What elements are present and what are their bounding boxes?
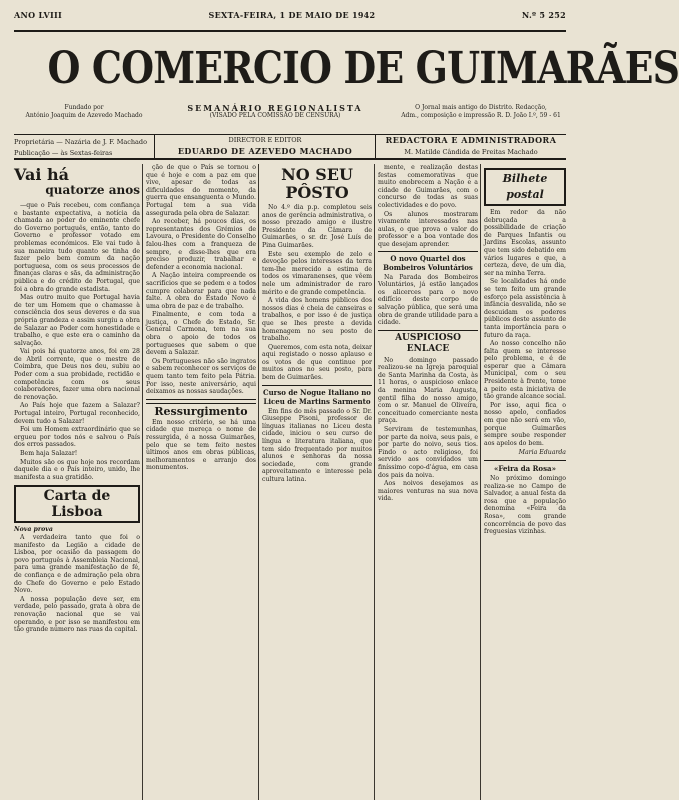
header-top-line [14, 0, 566, 32]
article-title-feira-da-rosa: «Feira da Rosa» [494, 464, 556, 473]
column-2 [146, 164, 256, 800]
article-paragraph: Em fins do mês passado o Sr. Dr. Giuseppe Pisoni, professor de línguas italianas no Liceu desta cidade, iniciou o seu curso de língua e literatura italiana, que tem sido frequentado por muitos alunos e senhoras da nossa sociedade, com grande aproveitamento e interesse pela cultura latina. [262, 407, 372, 483]
founder-block [14, 104, 154, 134]
column-divider [374, 164, 375, 800]
article-title-carta-de-lisboa: Carta de Lisboa [14, 485, 140, 523]
article-paragraph: Se localidades há onde se tem feito um grande esforço pela assistência à infância desvalida, não se descuidam os poderes públicos deste assunto de tanta importância para o futuro da raça. [484, 278, 566, 339]
issue-number: N.º 5 252 [521, 10, 566, 20]
subtitle-note: (VISADO PELA COMISSÃO DE CENSURA) [209, 112, 341, 119]
article-paragraph: Vai pois há quatorze anos, foi em 28 de Abril corrente, que o mestre de Coimbra, que Deus nos deu, subiu ao Poder com a sua probidade, rectidão e competência com os seus colaboradores, fazer uma obra nacional de renovação. [14, 348, 140, 401]
admin-label: REDACTORA E ADMINISTRADORA [385, 135, 557, 145]
article-paragraph: No 4.º dia p.p. completou seis anos de gerência administrativa, o nosso prezado amigo e ilustre Presidente da Câmara de Guimarães, o sr. dr. José Luís de Pina Guimarães. [262, 204, 372, 249]
article-paragraph: —que o País recebeu, com confiança e bastante expectativa, a notícia da chamada ao poder do eminente chefe do Governo português, então, tanto do Governo e professor votado em problemas económicos. Ele vai tudo à sua maneira tudo quanto se tinha de fazer pelo bem comum da nação portuguesa, com os seus processos de finanças claras e sãs, da administração pública e do crédito de Portugal, que foi a obra do grande estadista. [14, 202, 140, 293]
director-name: EDUARDO DE AZEVEDO MACHADO [177, 146, 353, 156]
article-title-vai-ha: Vai há [14, 165, 69, 184]
masthead-title: O COMERCIO DE GUIMARÃES [47, 43, 679, 94]
article-paragraph: Em redor da não debruçada a possibilidade de criação de Parques Infantis ou Jardins Escolas, assunto que tem sido debatido em vários lugares e que, a certeza, deve, de um dia, ser na minha Terra. [484, 209, 566, 277]
article-paragraph: Os Portugueses não são ingratos e sabem reconhecer os serviços de quem tanto tem feito pela Pátria. Por isso, neste aniversário, aqui deixamos as nossas saudações. [146, 357, 256, 396]
subtitle: SEMANÁRIO REGIONALISTA [187, 103, 363, 113]
article-title-ressurgimento: Ressurgimento [146, 403, 256, 417]
article-paragraph: A nossa população deve ser, em verdade, pelo passado, grata à obra de renovação nacional que se vai operando, e por isso se manifestou em tão grande número nas ruas da capital. [14, 595, 140, 634]
article-paragraph: Por isso, aqui fica o nosso apelo, confiados em que não será em vão, porque Guimarães sempre soube responder aos apelos do bem. [484, 401, 566, 447]
subtitle-block [154, 104, 396, 134]
article-paragraph: Foi um Homem extraordinário que se ergueu por todos nós e salvou o País dos erros passados. [14, 426, 140, 449]
owner-line: Proprietária — Nazária de J. F. Machado [14, 138, 148, 146]
article-paragraph: ção de que o País se tornou o que é hoje e com a paz em que vive, apesar de todas as dificuldades do momento, da guerra que ensanguenta o Mundo. Portugal tem a sua vida assegurada pela obra de Salazar. [146, 164, 256, 217]
article-paragraph: A vida dos homens públicos dos nossos dias é cheia de canseiras e trabalhos, e por isso é de justiça que se lhes preste a devida homenagem no seu posto de trabalho. [262, 297, 372, 343]
article-paragraph: Ao receber, há poucos dias, os representantes dos Grémios de Lavoura, o Presidente do Conselho falou-lhes com a franqueza de sempre, e disse-lhes que era preciso produzir, trabalhar e defender a economia nacional. [146, 218, 256, 271]
article-title-posto: PÔSTO [285, 183, 349, 202]
article-title-auspicioso-enlace: AUSPICIOSO ENLACE [378, 330, 478, 355]
article-title-quatorze-anos: quatorze anos [45, 183, 140, 197]
column-divider [142, 164, 143, 800]
column-3 [262, 164, 372, 800]
admin-name: M. Matilde Cândida de Freitas Machado [404, 148, 538, 156]
date-label: SEXTA-FEIRA, 1 DE MAIO DE 1942 [208, 10, 376, 20]
article-paragraph: No próximo domingo realiza-se no Campo de Salvador, a anual festa da rosa que a população denomina «Feira da Rosa», com grande concorrência de povo das freguesias vizinhas. [484, 475, 566, 536]
article-paragraph: Os alunos mostraram vivamente interessados nas aulas, o que prova o valor do professor e a boa vontade dos que desejam aprender. [378, 210, 478, 248]
article-paragraph: Este seu exemplo de zelo e devoção pelos interesses da terra tem-lhe merecido a estima de todos os vimaranenses, que vêem nele um administrador de raro mérito e de grande competência. [262, 250, 372, 296]
divider [484, 460, 566, 461]
column-1 [14, 164, 140, 800]
staff-bar [14, 134, 566, 160]
article-paragraph: Muitos são os que hoje nos recordam daquele dia e o País inteiro, unido, lhe manifesta a sua gratidão. [14, 458, 140, 481]
article-paragraph: Serviram de testemunhas, por parte da noiva, seus pais, e por parte do noivo, seus tios. Findo o acto religioso, foi servido aos convidados um finíssimo copo-d'água, em casa dos pais da noiva. [378, 426, 478, 479]
column-divider [258, 164, 259, 800]
article-paragraph: Queremos, com esta nota, deixar aqui registado o nosso aplauso e os votos de que continue por muitos anos no seu posto, para bem de Guimarães. [262, 343, 372, 382]
article-paragraph: A Nação inteira compreende os sacrifícios que se pedem e a todos cumpre colaborar para que nada falte. A obra do Estado Novo é uma obra de paz e de trabalho. [146, 272, 256, 310]
founder-label: Fundado por [64, 104, 104, 111]
article-title-no-seu: NO SEU [281, 165, 353, 184]
article-paragraph: Finalmente, e com toda a justiça, o Chefe do Estado, Sr. General Carmona, tem na sua obra o apoio de todos os portugueses que sabem o que devem a Salazar. [146, 311, 256, 357]
article-paragraph: Ao nosso concelho não falta quem se interesse pelo problema, e é de esperar que a Câmara Municipal, com o seu Presidente à frente, tome a peito esta iniciativa de tão grande alcance social. [484, 340, 566, 401]
address-line-2: Adm., composição e impressão R. D. João I.º, 59 - 61 [401, 112, 561, 119]
address-block [396, 104, 566, 134]
divider [146, 399, 256, 400]
article-title-curso: Curso de Nogue Italiano no Liceu de Martins Sarmento [262, 385, 372, 406]
author-signature: Maria Eduarda [518, 449, 566, 457]
address-line-1: O Jornal mais antigo do Distrito. Redacção, [415, 104, 547, 111]
director-label: DIRECTOR E EDITOR [228, 136, 302, 144]
article-subtitle: Nova prova [14, 526, 53, 534]
article-paragraph: mente, e realização destas festas comemorativas que muito enobrecem a Nação e a cidade de Guimarães, com o concurso de todas as suas colectividades e do povo. [378, 164, 478, 209]
schedule-line: Publicação — às Sextas-feiras [14, 149, 113, 157]
article-paragraph: Ao País hoje que fazem a Salazar? Portugal inteiro, Portugal reconhecido, devem tudo a Salazar! [14, 402, 140, 425]
article-paragraph: Mas outro muito que Portugal havia de ter um Homem que o chamasse à consciência dos seus deveres e da sua própria grandeza e assim surgiu a obra de Salazar ao Poder com honestidade e trabalho, e que este era o caminho da salvação. [14, 294, 140, 347]
year-label: ANO LVIII [14, 10, 63, 20]
owner-block [14, 135, 154, 158]
article-paragraph: No domingo passado realizou-se na Igreja paroquial de Santa Marinha da Costa, às 11 horas, o auspicioso enlace da menina Maria Augusta, gentil filha do nosso amigo, com o sr. Manuel de Oliveira, conceituado comerciante nesta praça. [378, 356, 478, 425]
article-paragraph: Aos noivos desejamos as maiores venturas na sua nova vida. [378, 480, 478, 503]
article-paragraph: Bem haja Salazar! [20, 450, 78, 457]
article-paragraph: Na Parada dos Bombeiros Voluntários, já estão lançados os alicerces para o novo edifício deste corpo de salvação pública, que será uma obra de grande utilidade para a cidade. [378, 273, 478, 327]
article-title-bilhete-postal: Bilhete postal [484, 168, 566, 206]
column-4 [378, 164, 478, 800]
article-paragraph: Em nosso critério, se há uma cidade que mereça o nome de ressurgida, é a nossa Guimarães, pelo que se tem feito nestes últimos anos em obras públicas, melhoramentos e arranjo dos monumentos. [146, 418, 256, 472]
article-title-bombeiros: O novo Quartel dos Bombeiros Voluntários [378, 251, 478, 272]
column-divider [480, 164, 481, 800]
admin-block [376, 135, 566, 158]
column-5 [484, 164, 566, 800]
director-block [154, 135, 376, 158]
masthead-subrow [14, 104, 566, 134]
article-paragraph: A verdadeira tanto que foi o manifesto da Legião a cidade de Lisboa, por ocasião da passagem do povo português à Assembleia Nacional, para uma grande manifestação de fé, de confiança e de admiração pela obra do Chefe do Governo e pelo Estado Novo. [14, 533, 140, 595]
founder-name: António Joaquim de Azevedo Machado [25, 112, 143, 119]
